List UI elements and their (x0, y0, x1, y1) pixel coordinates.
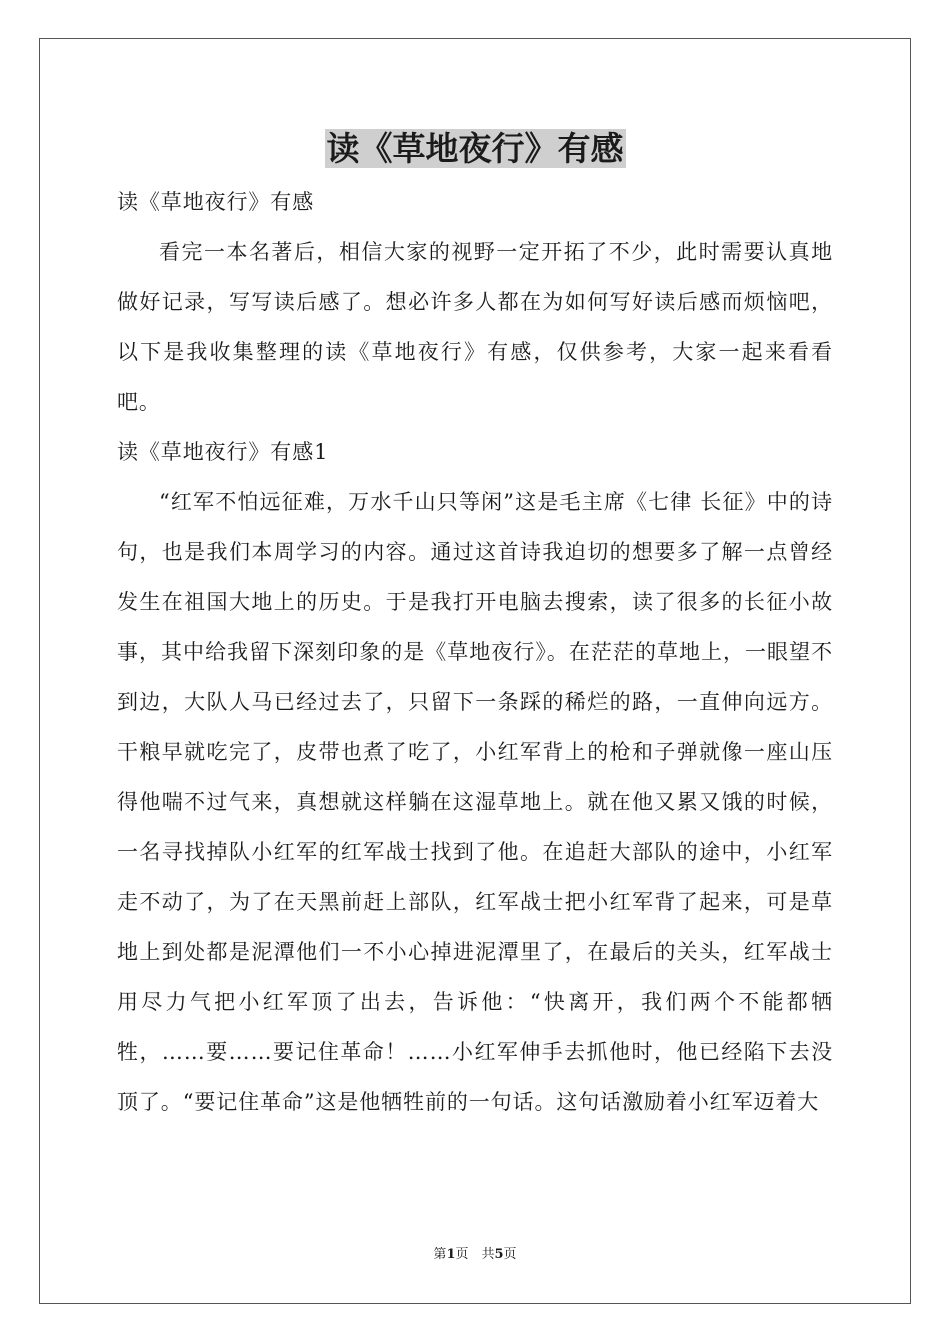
document-subtitle: 读《草地夜行》有感 (117, 190, 315, 214)
section-heading: 读《草地夜行》有感1 (117, 440, 329, 464)
section-paragraph: “红军不怕远征难，万水千山只等闲”这是毛主席《七律 长征》中的诗句，也是我们本周学习的内容。通过这首诗我迫切的想要多了解一点曾经发生在祖国大地上的历史。于是我打开电脑去搜索，读了很多的长征小故事，其中给我留下深刻印象的是《草地夜行》。在茫茫的草地上，一眼望不到边，大队人马已经过去了，只留下一条踩的稀烂的路，一直伸向远方。干粮早就吃完了，皮带也煮了吃了，小红军背上的枪和子弹就像一座山压得他喘不过气来，真想就这样躺在这湿草地上。就在他又累又饿的时候，一名寻找掉队小红军的红军战士找到了他。在追赶大部队的途中，小红军走不动了，为了在天黑前赶上部队，红军战士把小红军背了起来，可是草地上到处都是泥潭他们一不小心掉进泥潭里了，在最后的关头，红军战士用尽力气把小红军顶了出去，告诉他：“快离开，我们两个不能都牺牲，……要……要记住革命！……小红军伸手去抓他时，他已经陷下去没顶了。“要记住革命”这是他牺牲前的一句话。这句话激励着小红军迈着大 (117, 490, 833, 1114)
footer-page-suffix: 页 (503, 1247, 517, 1262)
footer-page-prefix: 第 (433, 1247, 447, 1262)
page-footer (0, 1246, 950, 1264)
footer-current-page: 1 (446, 1247, 456, 1262)
intro-paragraph: 看完一本名著后，相信大家的视野一定开拓了不少，此时需要认真地做好记录，写写读后感了。想必许多人都在为如何写好读后感而烦恼吧，以下是我收集整理的读《草地夜行》有感，仅供参考，大家一起来看看吧。 (117, 240, 833, 414)
document-body (117, 177, 833, 1127)
document-title-text: 读《草地夜行》有感 (326, 129, 624, 168)
footer-total-pages: 5 (494, 1247, 504, 1262)
footer-page-mid: 页 共 (455, 1247, 495, 1262)
document-title (0, 126, 950, 172)
